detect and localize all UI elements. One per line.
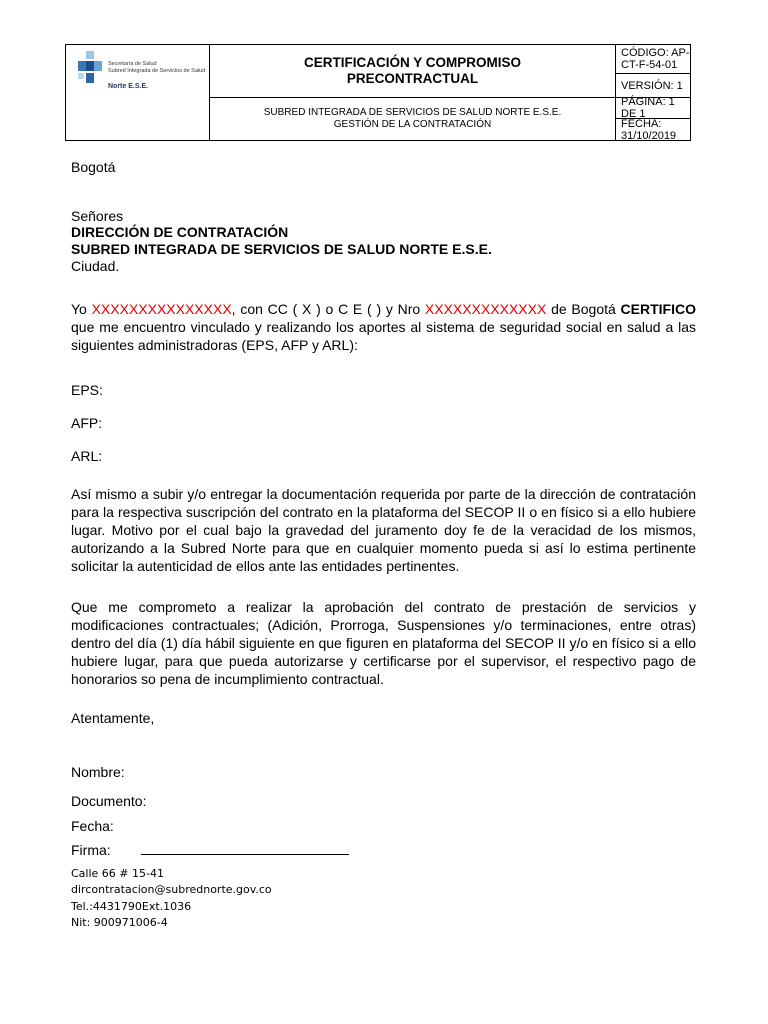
document-title (210, 45, 616, 98)
closing: Atentamente, (71, 710, 155, 726)
document-subtitle (210, 98, 616, 140)
document-header-table (65, 44, 691, 141)
paragraph-documentation (71, 485, 696, 575)
date-cell: FECHA: 31/10/2019 (621, 117, 677, 142)
nombre-label: Nombre: (71, 764, 125, 780)
paragraph-commitment (71, 598, 696, 688)
title-line-2: PRECONTRACTUAL (346, 71, 479, 86)
logo-line-3: Norte E.S.E. (108, 83, 149, 90)
eps-label: EPS: (71, 382, 103, 398)
paragraph-commitment-text: Que me comprometo a realizar la aprobación del contrato de prestación de servicios y modificaciones contractuales; (Adición, Prorroga, Suspensiones y/o terminaciones, entre otras) dentro del día (1) día hábil siguiente en que figuren en plataforma del SECOP II y/o en físico si a ello hubiere lugar, para que pueda autorizarse y certificarse por el supervisor, el respectivo pago de honorarios so pena de incumplimiento contractual. (71, 599, 696, 687)
certification-paragraph (71, 300, 696, 354)
logo-cell (66, 45, 210, 140)
footer-tel: Tel.:4431790Ext.1036 (71, 900, 192, 913)
salutation: Señores (71, 208, 124, 224)
recipient-line-2: SUBRED INTEGRADA DE SERVICIOS DE SALUD NORTE E.S.E. (71, 241, 492, 257)
title-line-1: CERTIFICACIÓN Y COMPROMISO (303, 55, 521, 70)
footer-nit: Nit: 900971006-4 (71, 916, 168, 929)
footer-email: dircontratacion@subrednorte.gov.co (71, 883, 272, 896)
firma-row (71, 841, 349, 859)
subtitle-line-2: GESTIÓN DE LA CONTRATACIÓN (333, 119, 492, 130)
arl-label: ARL: (71, 448, 103, 464)
logo-line-2: Subred Integrada de Servicios de Salud (108, 68, 206, 74)
intro-de: de Bogotá (546, 301, 621, 317)
name-placeholder: XXXXXXXXXXXXXXX (91, 301, 232, 317)
recipient-line-1: DIRECCIÓN DE CONTRATACIÓN (71, 224, 289, 240)
subred-logo-icon (76, 51, 106, 91)
logo-line-1: Secretaría de Salud (108, 61, 157, 67)
certifico-label: CERTIFICO (620, 301, 696, 317)
code-cell: CÓDIGO: AP-CT-F-54-01 (616, 45, 690, 74)
page-cell: PÁGINA: 1 DE 1 (616, 98, 690, 119)
footer-address: Calle 66 # 15-41 (71, 867, 164, 880)
subtitle-line-1: SUBRED INTEGRADA DE SERVICIOS DE SALUD NORTE E.S.E. (263, 107, 562, 118)
intro-cc: , con CC ( X ) o C E ( ) y Nro (231, 301, 425, 317)
intro-yo: Yo (71, 301, 92, 317)
intro-rest: que me encuentro vinculado y realizando los aportes al sistema de seguridad social en salud a las siguientes administradoras (EPS, AFP y ARL): (71, 319, 696, 353)
signature-line (141, 844, 349, 855)
paragraph-documentation-text: Así mismo a subir y/o entregar la documentación requerida por parte de la dirección de contratación para la respectiva suscripción del contrato en la plataforma del SECOP II o en físico si a ello hubiere lugar. Motivo por el cual bajo la gravedad del juramento doy fe de la veracidad de los mismos, autorizando a la Subred Norte para que en cualquier momento pueda si así lo estima pertinente solicitar la autenticidad de ellos ante las entidades pertinentes. (71, 486, 696, 574)
version-cell: VERSIÓN: 1 (616, 74, 690, 98)
documento-label: Documento: (71, 793, 147, 809)
recipient-line-3: Ciudad. (71, 258, 120, 274)
id-placeholder: XXXXXXXXXXXXX (424, 301, 547, 317)
city: Bogotá (71, 159, 116, 175)
firma-label: Firma: (71, 842, 111, 858)
fecha-label: Fecha: (71, 818, 114, 834)
afp-label: AFP: (71, 415, 103, 431)
